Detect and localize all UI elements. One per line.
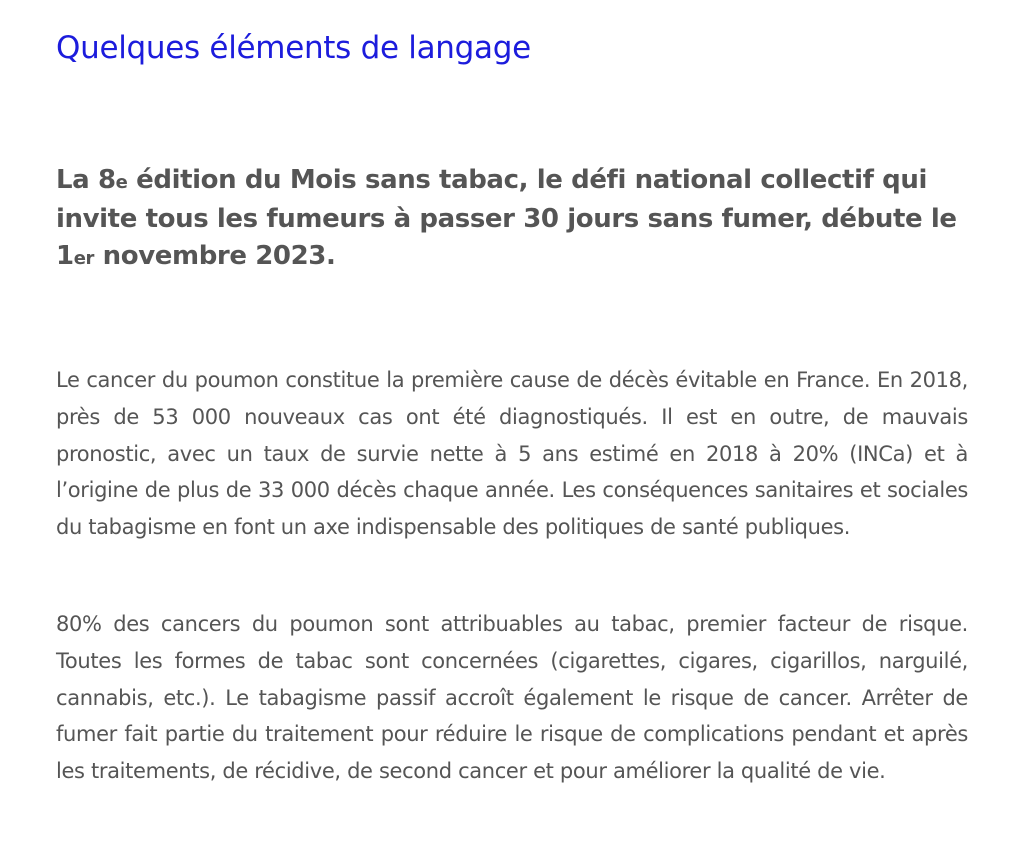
page-title: Quelques éléments de langage [56,30,531,66]
lead-superscript-edition: e [115,172,128,193]
body-paragraph-lung-cancer: Le cancer du poumon constitue la première cause de décès évitable en France. En 2018, près de 53 000 nouveaux cas ont été diagnostiqués. Il est en outre, de mauvais pronostic, avec un taux de survie nette à 5 ans estimé en 2018 à 20% (INCa) et à l’origine de plus de 33 000 décès chaque année. Les conséquences sanitaires et sociales du tabagisme en font un axe indispensable des politiques de santé publiques. [56,368,968,540]
lead-text-2: édition du Mois sans tabac, le défi national collectif qui invite tous les fumeurs à passer 30 jours sans fumer, débute le 1 [56,165,957,271]
lead-text-1: La 8 [56,165,116,195]
lead-superscript-date: er [73,248,94,269]
lead-paragraph [56,162,968,277]
lead-text-3: novembre 2023. [94,241,336,271]
body-paragraph-tobacco-risk: 80% des cancers du poumon sont attribuables au tabac, premier facteur de risque. Toutes les formes de tabac sont concernées (cigarettes, cigares, cigarillos, narguilé, cannabis, etc.). Le tabagisme passif accroît également le risque de cancer. Arrêter de fumer fait partie du traitement pour réduire le risque de complications pendant et après les traitements, de récidive, de second cancer et pour améliorer la qualité de vie. [56,612,968,784]
